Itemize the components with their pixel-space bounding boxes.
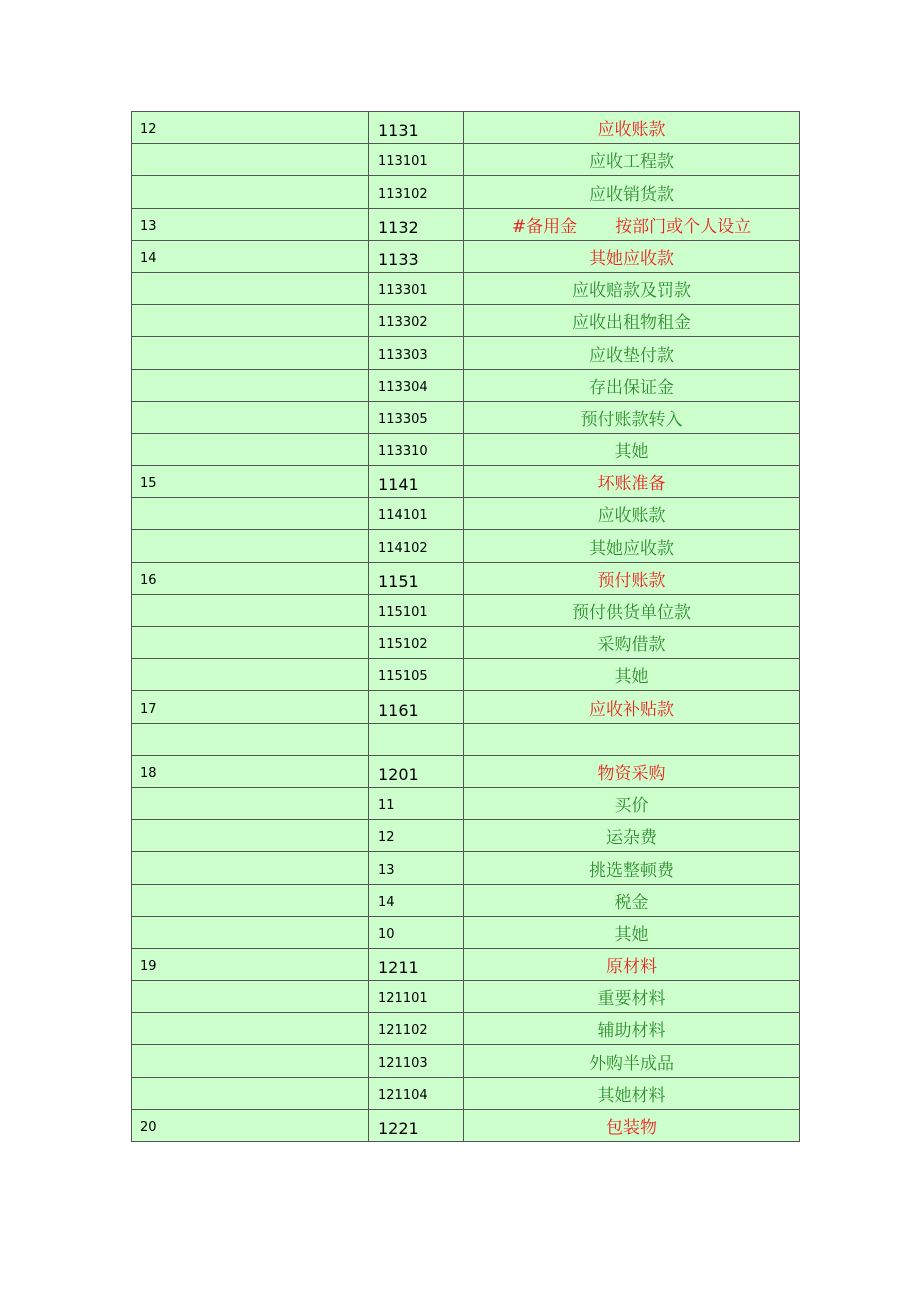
account-code-cell: 115101 [369,594,464,626]
account-name-cell: 运杂费 [464,820,800,852]
account-name-cell: 其她 [464,433,800,465]
table-row [132,1109,800,1141]
account-code-cell: 113301 [369,272,464,304]
account-name-cell: 应收出租物租金 [464,305,800,337]
account-name-cell: 物资采购 [464,755,800,787]
account-name-cell: 其她 [464,916,800,948]
account-name-cell: 外购半成品 [464,1045,800,1077]
row-number-cell [132,272,369,304]
row-number-cell: 18 [132,755,369,787]
account-name-cell: 应收赔款及罚款 [464,272,800,304]
row-number-cell [132,659,369,691]
account-name-cell: 其她材料 [464,1077,800,1109]
table-row [132,820,800,852]
account-code-cell: 121104 [369,1077,464,1109]
table-row [132,208,800,240]
table-row [132,916,800,948]
row-number-cell: 14 [132,240,369,272]
account-code-cell: 1132 [369,208,464,240]
row-number-cell: 17 [132,691,369,723]
table-row [132,884,800,916]
table-row [132,112,800,144]
table-row [132,466,800,498]
account-code-cell: 14 [369,884,464,916]
row-number-cell [132,498,369,530]
table-row [132,787,800,819]
row-number-cell [132,433,369,465]
account-code-cell: 113304 [369,369,464,401]
row-number-cell [132,627,369,659]
row-number-cell [132,369,369,401]
account-name-cell: 应收账款 [464,498,800,530]
account-name-cell: 应收垫付款 [464,337,800,369]
account-code-cell: 113305 [369,401,464,433]
account-code-cell: 113302 [369,305,464,337]
account-code-cell: 113102 [369,176,464,208]
account-name-cell: 挑选整顿费 [464,852,800,884]
table-row [132,240,800,272]
table-row [132,1077,800,1109]
account-code-cell: 121101 [369,981,464,1013]
table-row [132,691,800,723]
account-name-cell: 应收工程款 [464,144,800,176]
table-row [132,337,800,369]
account-name-cell: 买价 [464,787,800,819]
row-number-cell [132,530,369,562]
table-row [132,176,800,208]
table-row [132,659,800,691]
account-code-cell: 113101 [369,144,464,176]
table-row [132,401,800,433]
account-code-cell: 11 [369,787,464,819]
account-code-cell: 1131 [369,112,464,144]
row-number-cell [132,820,369,852]
table-row [132,723,800,755]
table-row [132,948,800,980]
table-row [132,594,800,626]
account-code-cell: 114101 [369,498,464,530]
row-number-cell [132,594,369,626]
account-code-cell: 12 [369,820,464,852]
row-number-cell [132,401,369,433]
account-code-cell: 1211 [369,948,464,980]
account-note: 按部门或个人设立 [615,216,752,237]
table-row [132,981,800,1013]
account-code-cell: 113310 [369,433,464,465]
account-code-cell: 1133 [369,240,464,272]
row-number-cell: 15 [132,466,369,498]
row-number-cell [132,1045,369,1077]
row-number-cell [132,916,369,948]
account-code-cell: 114102 [369,530,464,562]
row-number-cell [132,852,369,884]
table-row [132,272,800,304]
account-code-cell: 1161 [369,691,464,723]
account-code-cell: 121102 [369,1013,464,1045]
row-number-cell [132,176,369,208]
account-name-cell: 其她应收款 [464,530,800,562]
account-name-cell: 应收补贴款 [464,691,800,723]
account-code-cell [369,723,464,755]
table-body [132,112,800,1142]
account-code-cell: 115105 [369,659,464,691]
table-row [132,369,800,401]
account-name: #备用金 [511,216,578,237]
account-name-cell: 预付账款 [464,562,800,594]
account-name-cell: 预付供货单位款 [464,594,800,626]
account-name-cell: 辅助材料 [464,1013,800,1045]
row-number-cell: 16 [132,562,369,594]
row-number-cell: 19 [132,948,369,980]
account-code-cell: 121103 [369,1045,464,1077]
row-number-cell [132,723,369,755]
table-row [132,144,800,176]
row-number-cell [132,305,369,337]
table-row [132,562,800,594]
row-number-cell: 13 [132,208,369,240]
account-code-cell: 115102 [369,627,464,659]
account-code-cell: 10 [369,916,464,948]
account-name-cell: 包装物 [464,1109,800,1141]
account-code-table [131,111,800,1142]
account-name-cell: 预付账款转入 [464,401,800,433]
row-number-cell [132,144,369,176]
account-code-cell: 1221 [369,1109,464,1141]
table-row [132,1013,800,1045]
account-name-cell: 坏账准备 [464,466,800,498]
row-number-cell [132,787,369,819]
table-row [132,305,800,337]
account-code-cell: 13 [369,852,464,884]
account-code-cell: 1151 [369,562,464,594]
row-number-cell [132,337,369,369]
table-row [132,433,800,465]
table-row [132,627,800,659]
row-number-cell [132,884,369,916]
account-code-cell: 1201 [369,755,464,787]
row-number-cell: 20 [132,1109,369,1141]
row-number-cell [132,981,369,1013]
account-name-cell: 采购借款 [464,627,800,659]
row-number-cell [132,1077,369,1109]
account-name-cell: 税金 [464,884,800,916]
account-name-cell: 原材料 [464,948,800,980]
account-name-cell: 应收销货款 [464,176,800,208]
row-number-cell: 12 [132,112,369,144]
row-number-cell [132,1013,369,1045]
account-name-cell [464,208,800,240]
account-name-cell: 其她 [464,659,800,691]
table-row [132,755,800,787]
account-name-cell: 存出保证金 [464,369,800,401]
account-name-cell: 其她应收款 [464,240,800,272]
account-code-cell: 113303 [369,337,464,369]
table-row [132,1045,800,1077]
account-name-cell: 应收账款 [464,112,800,144]
account-name-cell: 重要材料 [464,981,800,1013]
account-code-cell: 1141 [369,466,464,498]
table-row [132,852,800,884]
table-row [132,530,800,562]
table-row [132,498,800,530]
account-name-cell [464,723,800,755]
